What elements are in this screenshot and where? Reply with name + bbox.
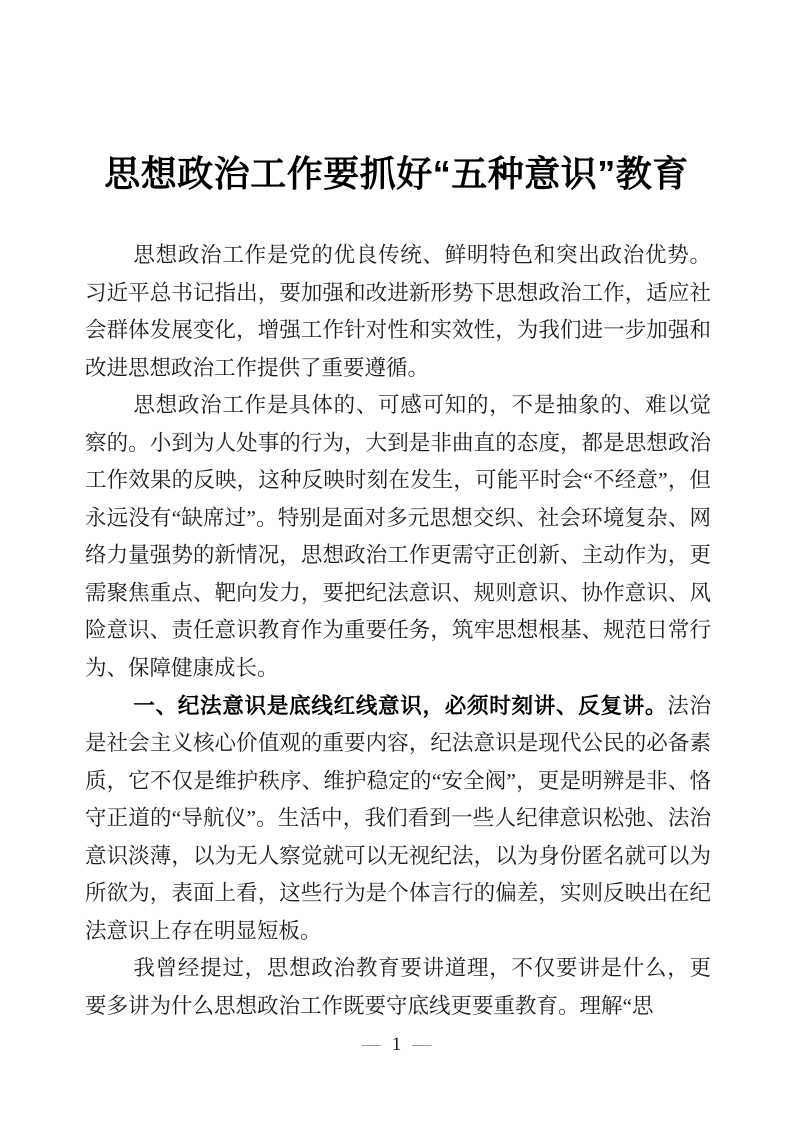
paragraph: 我曾经提过，思想政治教育要讲道理，不仅要讲是什么，更要多讲为什么思想政治工作既要守底线更要重教育。理解“思 <box>85 956 711 1018</box>
footer-dash-right: — <box>412 1034 432 1055</box>
paragraph-bold-lead: 一、纪法意识是底线红线意识，必须时刻讲、反复讲。 <box>133 693 668 718</box>
document-body <box>85 237 711 1025</box>
page-number: 1 <box>391 1034 402 1055</box>
footer-dash-left: — <box>361 1034 381 1055</box>
paragraph: 思想政治工作是具体的、可感可知的，不是抽象的、难以觉察的。小到为人处事的行为，大到是非曲直的态度，都是思想政治工作效果的反映，这种反映时刻在发生，可能平时会“不经意”，但永远没有“缺席过”。特别是面对多元思想交织、社会环境复杂、网络力量强势的新情况，思想政治工作更需守正创新、主动作为，更需聚焦重点、靶向发力，要把纪法意识、规则意识、协作意识、风险意识、责任意识教育作为重要任务，筑牢思想根基、规范日常行为、保障健康成长。 <box>85 393 711 681</box>
paragraph: 思想政治工作是党的优良传统、鲜明特色和突出政治优势。习近平总书记指出，要加强和改进新形势下思想政治工作，适应社会群体发展变化，增强工作针对性和实效性，为我们进一步加强和改进思想政治工作提供了重要遵循。 <box>85 243 711 380</box>
paragraph: 一、纪法意识是底线红线意识，必须时刻讲、反复讲。法治是社会主义核心价值观的重要内容，纪法意识是现代公民的必备素质，它不仅是维护秩序、维护稳定的“安全阀”，更是明辨是非、恪守正道的“导航仪”。生活中，我们看到一些人纪律意识松弛、法治意识淡薄，以为无人察觉就可以无视纪法，以为身份匿名就可以为所欲为，表面上看，这些行为是个体言行的偏差，实则反映出在纪法意识上存在明显短板。 <box>85 693 711 943</box>
page-footer <box>0 1032 793 1058</box>
document-title: 思想政治工作要抓好“五种意识”教育 <box>104 153 689 194</box>
